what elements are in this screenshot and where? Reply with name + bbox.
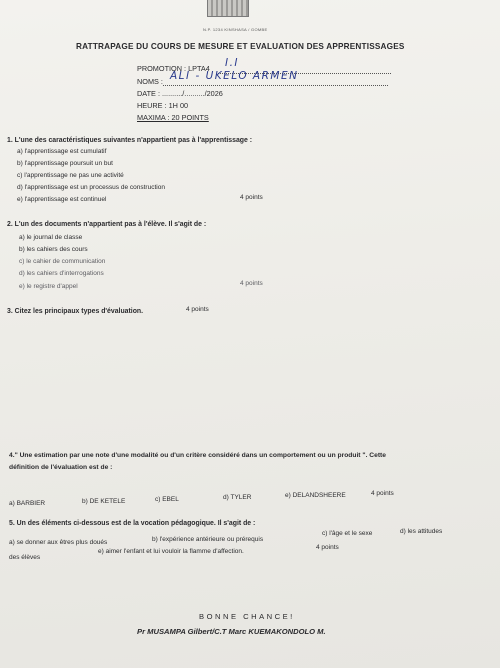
- noms-label: NOMS :: [137, 77, 163, 86]
- q5-option-a-continued: des élèves: [9, 554, 41, 561]
- q2-option-e: e) le registre d'appel: [19, 283, 78, 290]
- q4-points: 4 points: [371, 490, 394, 497]
- q1-option-d: d) l'apprentissage est un processus de construction: [17, 184, 165, 191]
- question-1-title: 1. L'une des caractéristiques suivantes n'appartient pas à l'apprentissage :: [7, 137, 253, 144]
- q5-option-c: c) l'âge et le sexe: [322, 530, 373, 537]
- date-label: DATE : ........../........../2026: [137, 89, 223, 98]
- q5-option-e: e) aimer l'enfant et lui vouloir la flamme d'affection.: [98, 548, 244, 555]
- q5-points: 4 points: [316, 544, 339, 551]
- heure-label: HEURE : 1H 00: [137, 101, 189, 110]
- question-4-title-line1: 4." Une estimation par une note d'une modalité ou d'un critère considéré dans un comportement ou un produit ". Cette: [9, 452, 387, 459]
- signature-line: Pr MUSAMPA Gilbert/C.T Marc KUEMAKONDOLO M.: [137, 627, 326, 636]
- q5-option-a: a) se donner aux êtres plus doués: [9, 539, 108, 546]
- q2-option-b: b) les cahiers des cours: [19, 246, 88, 253]
- q5-option-d: d) les attitudes: [400, 528, 443, 535]
- promotion-handwritten: I.I: [225, 57, 240, 69]
- q1-option-b: b) l'apprentissage poursuit un but: [17, 160, 113, 167]
- maxima-label: MAXIMA : 20 POINTS: [137, 113, 209, 122]
- school-line: N.P. 1234 KINSHASA / GOMBE: [203, 27, 268, 32]
- q1-option-e: e) l'apprentissage est continuel: [17, 196, 107, 203]
- q4-option-e: e) DELANDSHEERE: [285, 492, 346, 499]
- closing-text: BONNE CHANCE!: [199, 612, 295, 621]
- question-5-title: 5. Un des éléments ci-dessous est de la vocation pédagogique. Il s'agit de :: [9, 520, 256, 527]
- question-4-title-line2: définition de l'évaluation est de :: [9, 464, 113, 471]
- q4-option-b: b) DE KETELE: [82, 498, 126, 505]
- q1-option-c: c) l'apprentissage ne pas une activité: [17, 172, 124, 179]
- q4-option-c: c) EBEL: [155, 496, 179, 503]
- school-logo: [207, 0, 249, 17]
- q1-points: 4 points: [240, 194, 263, 201]
- promotion-label: PROMOTION : LPTA4: [137, 64, 210, 73]
- q4-option-d: d) TYLER: [223, 494, 252, 501]
- q1-option-a: a) l'apprentissage est cumulatif: [17, 148, 107, 155]
- question-2-title: 2. L'un des documents n'appartient pas à l'élève. Il s'agit de :: [7, 221, 207, 228]
- q5-option-b: b) l'expérience antérieure ou prérequis: [152, 536, 264, 543]
- noms-handwritten: ALI - UKELO ARMEN: [170, 70, 299, 82]
- exam-title: RATTRAPAGE DU COURS DE MESURE ET EVALUATION DES APPRENTISSAGES: [76, 42, 405, 51]
- q2-option-c: c) le cahier de communication: [19, 258, 106, 265]
- noms-dotted-line: [163, 85, 388, 86]
- question-3-title: 3. Citez les principaux types d'évaluation.: [7, 308, 144, 315]
- q2-option-a: a) le journal de classe: [19, 234, 83, 241]
- q4-option-a: a) BARBIER: [9, 500, 46, 507]
- q3-points: 4 points: [186, 306, 209, 313]
- q2-points: 4 points: [240, 280, 263, 287]
- q2-option-d: d) les cahiers d'interrogations: [19, 270, 104, 277]
